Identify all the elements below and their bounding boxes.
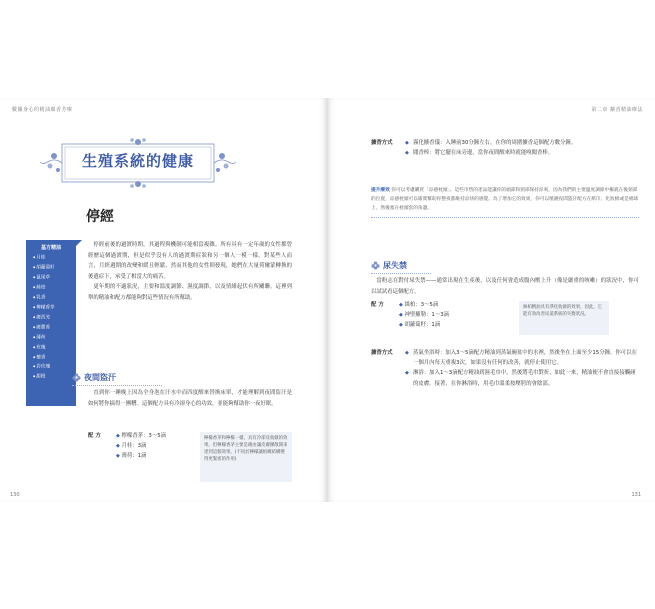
sidebar-item: ◆ 月桂 <box>29 253 73 263</box>
diamond-bullet-icon: ◆ <box>405 370 409 377</box>
formula-item: 檸檬香茅：3～5滴 <box>121 433 167 439</box>
tip-label: 提升療效 <box>371 188 390 193</box>
section-title: 停經 <box>86 209 114 225</box>
subsection-text <box>88 388 292 409</box>
sidebar-item: ◆ 胡蘿蔔籽 <box>29 263 73 273</box>
method-item: ◆ 霧化擴香儀：入睡前30分鐘左右，在你的周圍擴香這個配方數分鐘。 <box>405 138 637 148</box>
method-item: ◆ 聞香棒：將它擺在床旁邊，當你夜間醒來時就能嗅聞香棒。 <box>405 148 637 158</box>
method-item: ◆ 淋浴：加入1～3滴配方精油到濕毛巾中，然後將毛巾對折，如此一來，精油便不會直接接觸碰的皮膚。接著，在你淋浴時，用毛巾溫柔按壓胯的會陰部。 <box>405 368 637 388</box>
sidebar-item: ◆ 絲柏 <box>29 283 73 293</box>
diffusion-method <box>371 348 639 458</box>
sidebar-item: ◆ 檸檬香茅 <box>29 303 73 313</box>
sidebar-item: ◆ 鼠尾草 <box>29 273 73 283</box>
diamond-bullet-icon: ◆ <box>405 350 409 356</box>
tip-text: 你可以考慮購買「涼感枕頭」。這些市售的產品能讓你的頭部和頸部保持涼爽，因為我們的主要溫度調節中樞就在後頸部的位置，涼感枕頭可以確實幫助你整夜都維持涼快的感覺。為了增加它的效果，你可以噴灑夜間盜汗配方在紙巾、化妝棉或是棉球上，然後塞在枕頭套的角邊。 <box>371 188 639 211</box>
formula <box>371 300 449 330</box>
heading-underline <box>72 384 162 386</box>
diamond-bullet-icon: ◆ <box>399 322 405 328</box>
right-page <box>327 98 655 502</box>
tip-box <box>371 186 639 218</box>
sidebar-item: ◆ 乳香 <box>29 293 73 303</box>
diamond-bullet-icon: ◆ <box>116 443 122 449</box>
method-item: ◆ 蒸氣坐浴時：加入3～5滴配方精油到蒸氣碗盆中的水裡，然後坐在上面至少15分鐘。你可以在一個月內每天重複3次，如果沒有任何的改善，就停止使用它。 <box>405 348 637 368</box>
formula-item: 胡蘿蔔籽：1滴 <box>404 322 441 328</box>
flower-bullet-icon <box>371 261 380 270</box>
diamond-bullet-icon: ◆ <box>116 433 122 439</box>
chapter-title: 生殖系統的健康 <box>81 152 194 170</box>
formula-item: 月桂：3滴 <box>121 443 147 449</box>
subsection-title: 夜間盜汗 <box>84 373 116 382</box>
sidebar-item: ◆ 薄荷 <box>29 333 73 343</box>
sidebar-item: ◆ 甜橙 <box>29 372 73 382</box>
subsection-title: 尿失禁 <box>383 261 407 270</box>
sidebar-notch <box>76 240 82 246</box>
paragraph: 當粉志在對付尿失禁——通常出現在生產後，以及任何會造成腹內壓上升（像是嚴重的咳嗽）的狀況中，你可以試試看這個配方。 <box>371 278 639 295</box>
formula-label: 配方 <box>371 302 386 308</box>
diamond-bullet-icon: ◆ <box>405 150 409 157</box>
formula-item: 神聖羅勒：1～3滴 <box>404 312 450 318</box>
sidebar-item: ◆ 岩玫瑰 <box>29 362 73 372</box>
subsection-heading <box>371 260 431 271</box>
paragraph: 停經前後的過渡時期，其過程與機制可能相當複雜。所有具有一定年歲的女性都曾經歷這個過渡期，但是似乎沒有人的過渡期症狀和另一個人一模一樣。對某些人而言，月經週期的改變和緩且輕鬆，然而其他的女性則發現，她們在大量荷爾蒙轉換的後遺症下，承受了相當大的痛苦。 <box>88 242 292 280</box>
sidebar-item: ◆ 檀香 <box>29 353 73 363</box>
heading-underline <box>371 272 431 274</box>
formula-item: 絲柏：3～5滴 <box>404 302 439 308</box>
formula-label: 配方 <box>88 433 103 439</box>
diamond-bullet-icon: ◆ <box>405 140 409 146</box>
diamond-bullet-icon: ◆ <box>399 312 405 318</box>
running-head: 數據身心的精油顏香芳療 <box>12 107 73 113</box>
page-number: 131 <box>631 492 641 498</box>
left-page <box>0 98 327 502</box>
sidebar-item: ◆ 廣西羌 <box>29 313 73 323</box>
sidebar-item: ◆ 玫瑰 <box>29 343 73 353</box>
paragraph: 更年期的不適狀況，主要和溫度調節、濕度調節，以及情緒起伏有所關聯。這裡列舉的精油和配方都能夠對這些情況有所幫助。 <box>88 284 292 301</box>
method-label: 擴香方式 <box>371 350 393 356</box>
formula-item: 薄荷：1滴 <box>121 453 147 459</box>
subsection-heading <box>72 372 162 383</box>
method-label: 擴香方式 <box>371 140 393 146</box>
formula <box>88 431 166 461</box>
diffusion-method <box>371 138 639 182</box>
diamond-bullet-icon: ◆ <box>116 453 122 459</box>
chapter-title-frame <box>40 134 236 192</box>
note-box: 絲柏精油具有淨化收斂的效果，因此，它能有效改善尿道系統的失衡狀況。 <box>519 301 609 335</box>
running-head: 第二章 擴香精油療法 <box>591 107 643 113</box>
flower-bullet-icon <box>72 373 81 382</box>
paragraph: 直到你一睡晚上因為全身泡在汗水中而四度醒來替換床單，才能理解到夜間盜汗是如何將你搞得一團糟。這個配方具有冷卻身心的功效，並能夠幫助你一夜好眠。 <box>88 390 292 407</box>
oil-sidebar <box>26 240 76 406</box>
intro-text <box>88 240 292 304</box>
diamond-bullet-icon: ◆ <box>399 302 405 308</box>
subsection-text <box>371 276 639 297</box>
sidebar-item: ◆ 廣藿香 <box>29 323 73 333</box>
page-number: 130 <box>10 492 20 498</box>
note-box: 檸檬香茅和檸檬一樣，具有冷卻及收斂的效果，但檸檬香茅主要是藉由讓皮膚擴散開來達到這個效果。(不同於檸檬讓組織結構變得更緊密的作用) <box>200 432 292 482</box>
sidebar-title: 基方精油 <box>40 245 61 251</box>
